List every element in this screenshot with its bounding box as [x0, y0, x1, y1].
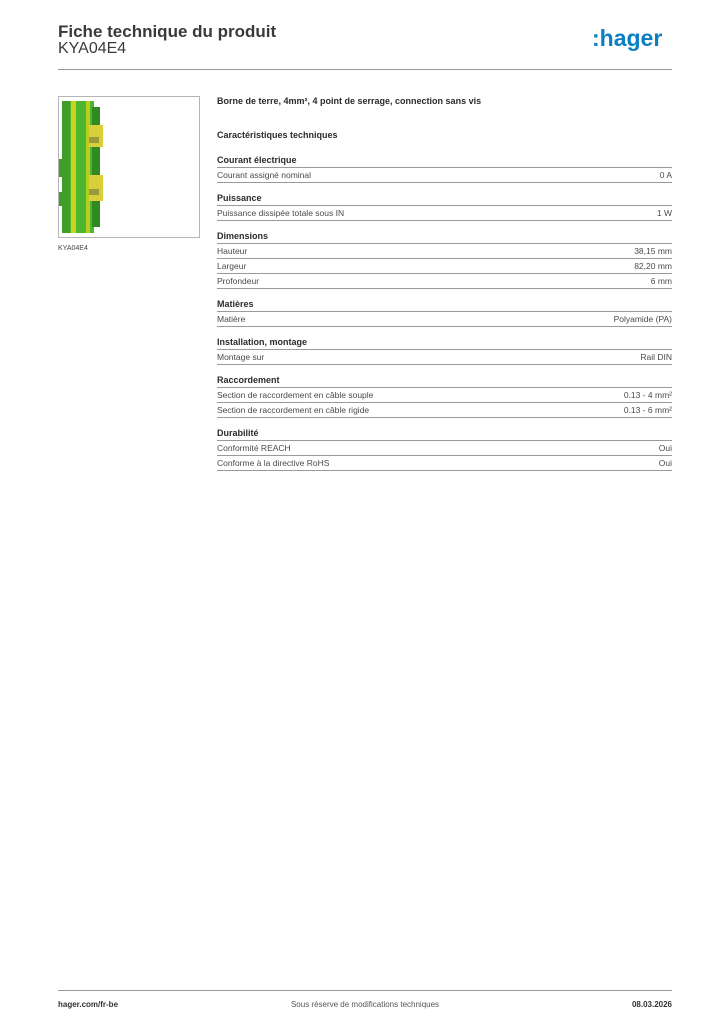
spec-group-puissance — [217, 192, 672, 221]
spec-value: 1 W — [656, 208, 672, 218]
product-image-caption: KYA04E4 — [58, 245, 88, 252]
product-content — [217, 96, 672, 480]
spec-value: Oui — [658, 458, 672, 468]
spec-label: Puissance dissipée totale sous IN — [217, 208, 345, 218]
spec-row — [217, 456, 672, 471]
spec-row — [217, 274, 672, 289]
spec-value: Oui — [658, 443, 672, 453]
footer-date: 08.03.2026 — [631, 1000, 672, 1009]
spec-group-title: Durabilité — [217, 427, 672, 441]
spec-value: 0.13 - 6 mm² — [623, 405, 672, 415]
spec-row — [217, 350, 672, 365]
spec-row — [217, 403, 672, 418]
spec-group-title: Installation, montage — [217, 336, 672, 350]
spec-group-matieres — [217, 298, 672, 327]
spec-row — [217, 312, 672, 327]
spec-group-courant — [217, 154, 672, 183]
spec-label: Matière — [217, 314, 246, 324]
page-header — [58, 22, 672, 70]
spec-group-raccordement — [217, 374, 672, 418]
spec-label: Courant assigné nominal — [217, 170, 312, 180]
product-image — [59, 97, 199, 237]
hager-logo — [592, 26, 672, 52]
spec-group-dimensions — [217, 230, 672, 289]
spec-label: Conformité REACH — [217, 443, 291, 453]
spec-label: Section de raccordement en câble souple — [217, 390, 374, 400]
spec-group-title: Courant électrique — [217, 154, 672, 168]
spec-row — [217, 206, 672, 221]
spec-group-installation — [217, 336, 672, 365]
spec-group-durabilite — [217, 427, 672, 471]
spec-row — [217, 259, 672, 274]
spec-label: Hauteur — [217, 246, 248, 256]
footer-website: hager.com/fr-be — [58, 1000, 119, 1009]
spec-group-title: Dimensions — [217, 230, 672, 244]
spec-group-title: Puissance — [217, 192, 672, 206]
spec-group-title: Matières — [217, 298, 672, 312]
footer-notice: Sous réserve de modifications techniques — [290, 1000, 440, 1009]
spec-value: 0.13 - 4 mm² — [623, 390, 672, 400]
spec-group-title: Raccordement — [217, 374, 672, 388]
spec-value: Polyamide (PA) — [613, 314, 672, 324]
spec-label: Conforme à la directive RoHS — [217, 458, 330, 468]
spec-label: Largeur — [217, 261, 247, 271]
logo-text: :hager — [592, 26, 663, 51]
product-description: Borne de terre, 4mm², 4 point de serrage, connection sans vis — [217, 96, 482, 106]
product-image-frame — [58, 96, 200, 238]
product-reference: KYA04E4 — [58, 40, 127, 57]
spec-value: 6 mm — [650, 276, 672, 286]
spec-row — [217, 168, 672, 183]
spec-label: Profondeur — [217, 276, 260, 286]
spec-label: Montage sur — [217, 352, 265, 362]
spec-value: 0 A — [659, 170, 672, 180]
spec-row — [217, 388, 672, 403]
spec-row — [217, 244, 672, 259]
page-footer — [58, 990, 672, 1015]
spec-value: Rail DIN — [640, 352, 672, 362]
spec-row — [217, 441, 672, 456]
document-title: Fiche technique du produit — [58, 22, 277, 41]
spec-label: Section de raccordement en câble rigide — [217, 405, 370, 415]
spec-value: 38,15 mm — [634, 246, 672, 256]
specs-heading: Caractéristiques techniques — [217, 130, 338, 140]
spec-value: 82,20 mm — [634, 261, 672, 271]
